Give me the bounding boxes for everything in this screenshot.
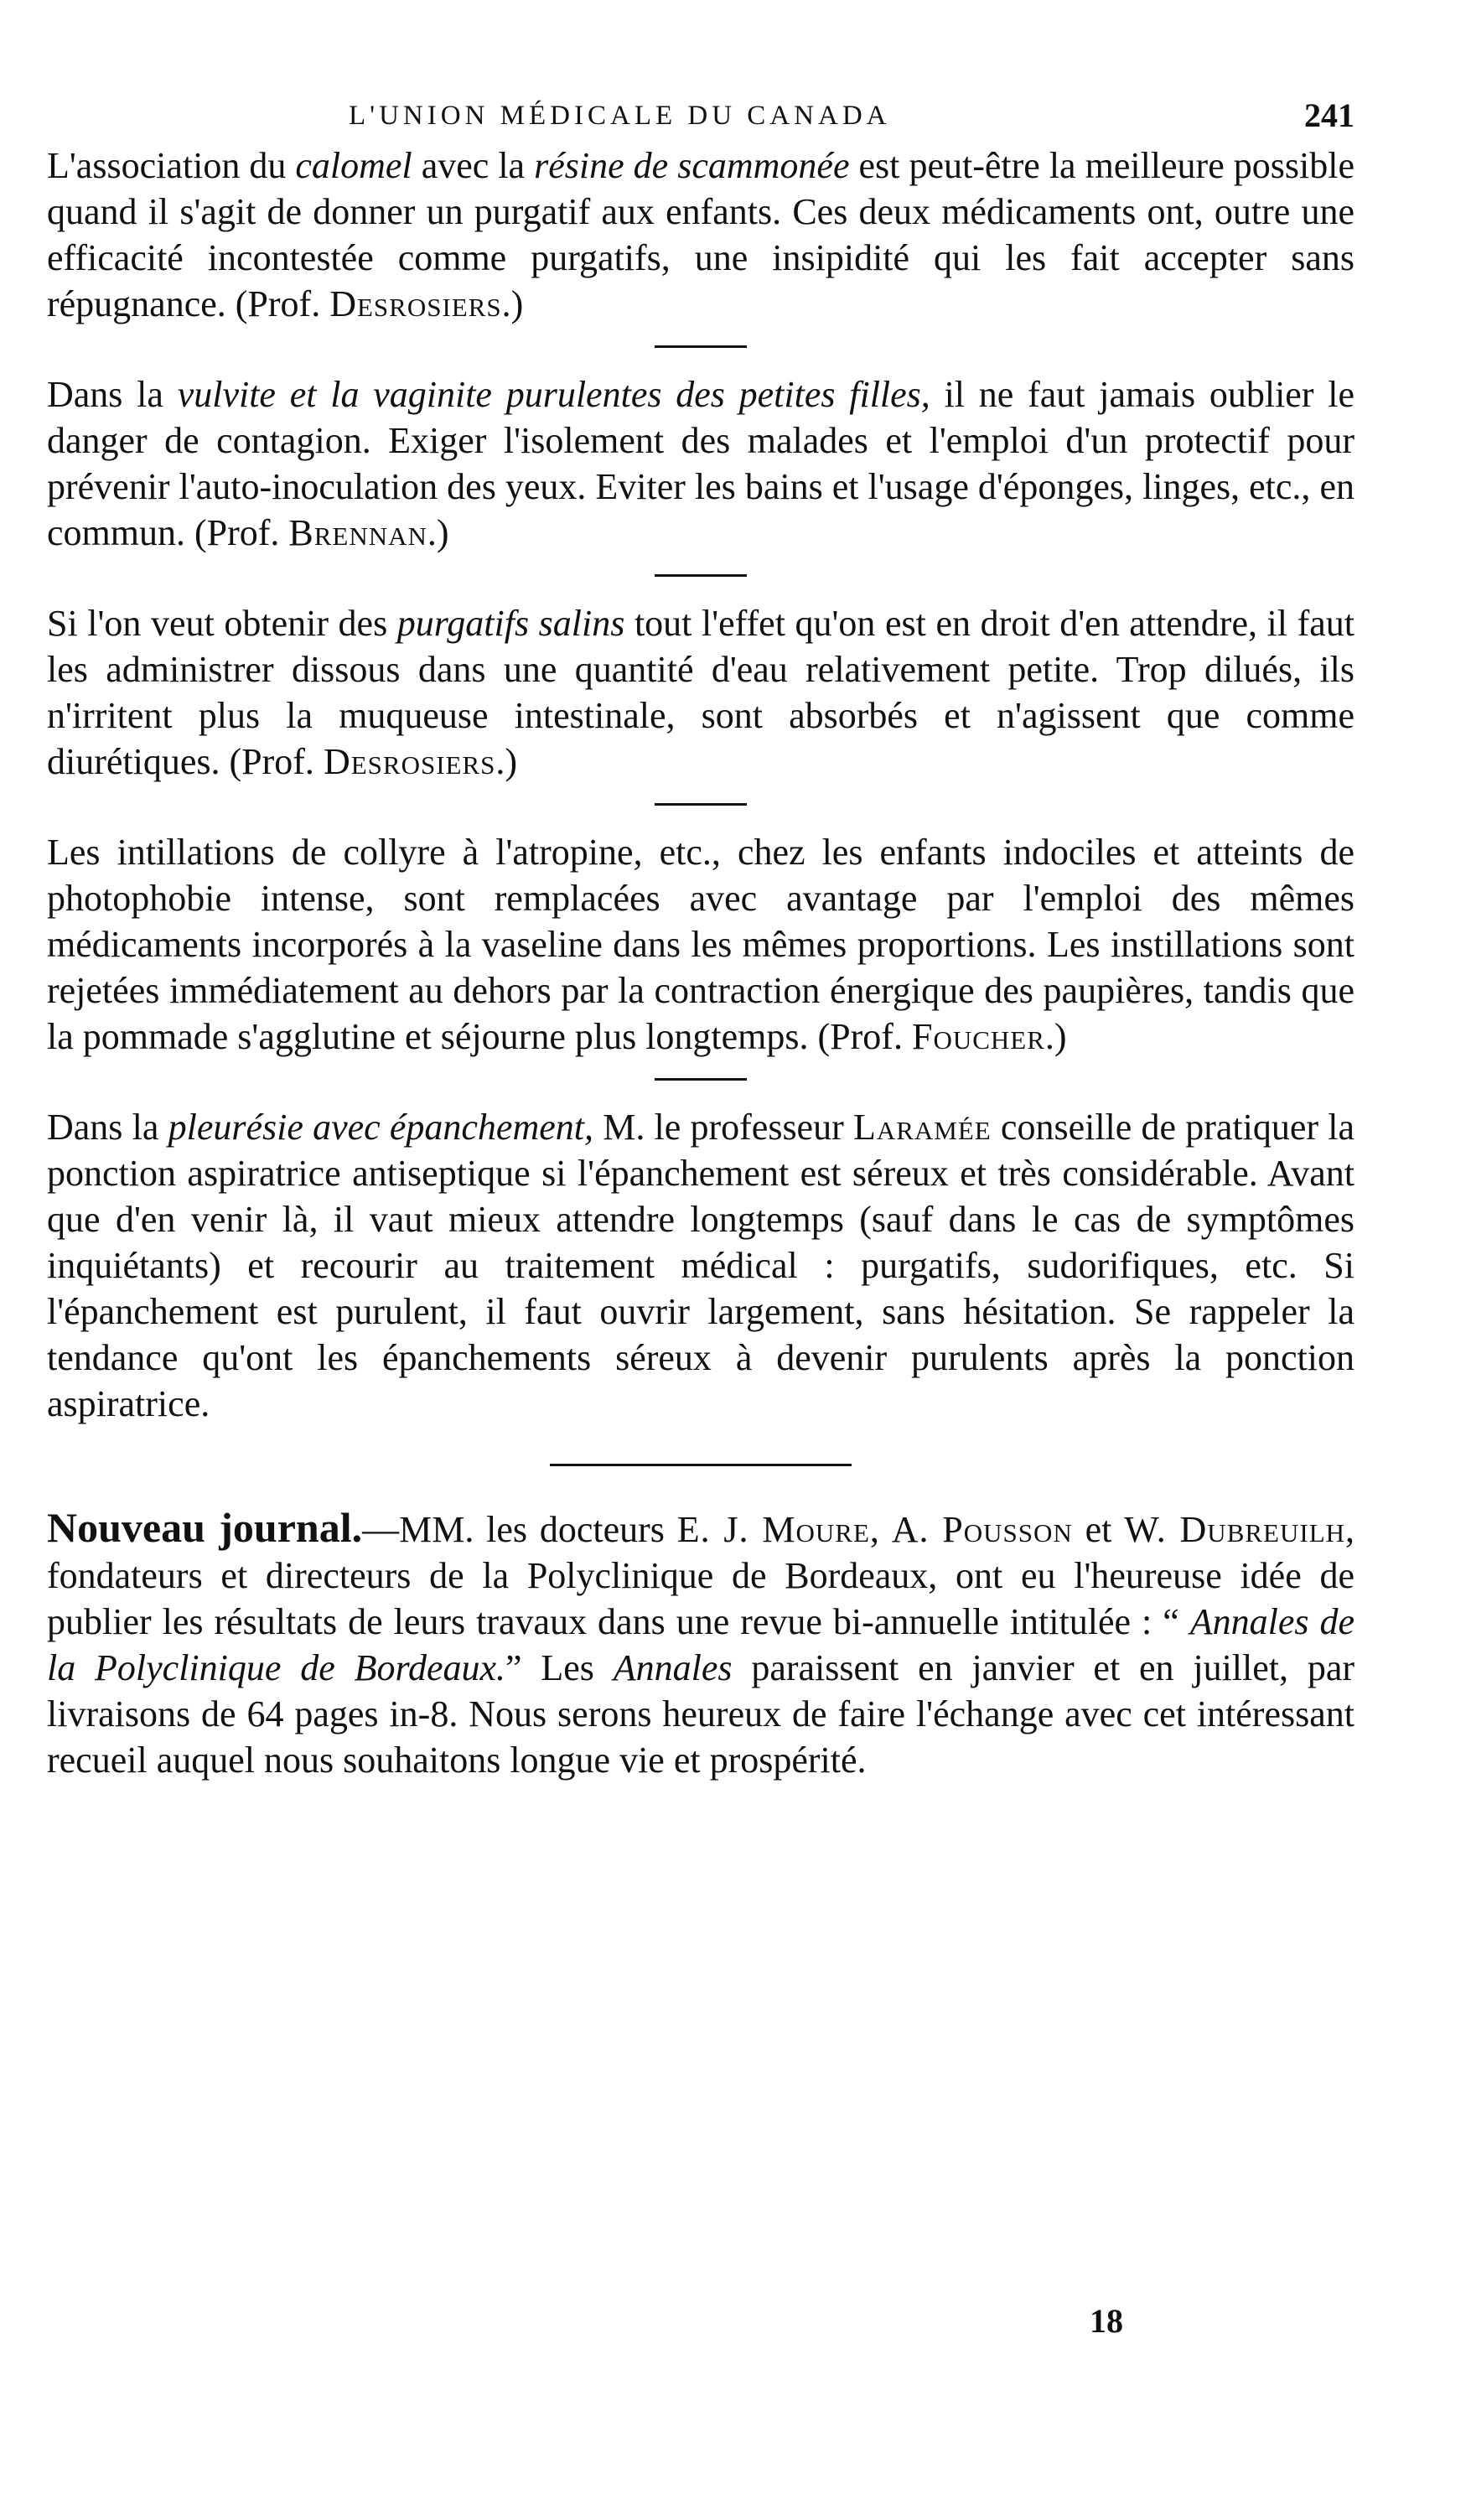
text-run: il ne faut jamais oublier le danger de contagion. Exiger l'isolement des malades et l'emploi d'un protectif pour prévenir l'auto-inoculation des yeux. Eviter les bains et l'usage d'éponges, linges, etc., en commun. (Prof. (47, 374, 1354, 553)
text-run: et (1072, 1509, 1125, 1550)
paragraph-calomel (47, 143, 1354, 327)
text-run: .) (427, 512, 449, 553)
doctor-name: W. Dubreuilh (1124, 1509, 1346, 1550)
journal-title: Annales de la Polyclinique de Bordeaux. (47, 1601, 1354, 1688)
text-run: M. le professeur (593, 1107, 853, 1148)
text-run: conseille de pratiquer la ponction aspiratrice antiseptique si l'épanchement est séreux et très considérable. Avant que d'en venir là, il vaut mieux attendre longtemps (sauf dans le cas de symptômes inquiétants) et recourir au traitement médical : purgatifs, sudorifiques, etc. Si l'épanchement est purulent, il faut ouvrir largement, sans hésitation. Se rappeler la tendance qu'ont les épanchements séreux à devenir purulents après la ponction aspiratrice. (47, 1107, 1355, 1424)
author-name: Desrosiers (329, 283, 502, 324)
italic-term: pleurésie avec épanchement, (168, 1107, 593, 1148)
section-divider (655, 1078, 747, 1081)
doctor-name: E. J. Moure (676, 1509, 870, 1550)
text-run: Dans la (47, 1107, 168, 1148)
author-name: Laramée (852, 1107, 992, 1148)
journal-title-short: Annales (613, 1647, 733, 1688)
text-run: est peut-être la meilleure possible quand il s'agit de donner un purgatif aux enfants. Ces deux médicaments ont, outre une efficacité incontestée comme purgatifs, une insipidité qui les fait accepter sans répugnance. (Prof. (47, 145, 1354, 324)
text-run: .) (495, 741, 518, 782)
author-name: Brennan (288, 512, 427, 553)
doctor-name: A. Pousson (891, 1509, 1073, 1550)
text-run: Si l'on veut obtenir des (47, 603, 397, 644)
paragraph-nouveau-journal (47, 1505, 1354, 1783)
notice-heading: Nouveau journal. (47, 1504, 363, 1551)
author-name: Desrosiers (323, 741, 496, 782)
paragraph-atropine (47, 829, 1354, 1060)
italic-term: calomel (295, 145, 412, 186)
text-run: avec la (412, 145, 535, 186)
running-title: L'UNION MÉDICALE DU CANADA (349, 101, 891, 131)
paragraph-purgatifs (47, 600, 1354, 785)
text-run: , (869, 1509, 892, 1550)
text-run: .) (1044, 1016, 1067, 1057)
text-run: —MM. les docteurs (362, 1509, 677, 1550)
section-divider (655, 574, 747, 577)
text-run: , fondateurs et directeurs de la Polyclinique de Bordeaux, ont eu l'heureuse idée de publier les résultats de leurs travaux dans une revue bi-annuelle intitulée : “ (47, 1509, 1355, 1642)
text-run: ” Les (505, 1647, 614, 1688)
page-number: 241 (1304, 96, 1354, 134)
author-name: Foucher (911, 1016, 1045, 1057)
text-run: .) (501, 283, 524, 324)
section-divider (655, 803, 747, 806)
paragraph-pleuresie (47, 1104, 1354, 1427)
page-header (47, 84, 1354, 143)
text-run: Les intillations de collyre à l'atropine, etc., chez les enfants indociles et atteints de photophobie intense, sont remplacées avec avantage par l'emploi des mêmes médicaments incorporés à la vaseline dans les mêmes proportions. Les instillations sont rejetées immédiatement au dehors par la contraction énergique des paupières, tandis que la pommade s'agglutine et séjourne plus longtemps. (Prof. (47, 832, 1354, 1057)
italic-term: résine de scammonée (534, 145, 850, 186)
section-divider-long (550, 1464, 852, 1466)
text-run: Dans la (47, 374, 178, 415)
italic-term: vulvite et la vaginite purulentes des petites filles, (177, 374, 930, 415)
text-run: L'association du (47, 145, 296, 186)
italic-term: purgatifs salins (396, 603, 625, 644)
text-run: tout l'effet qu'on est en droit d'en attendre, il faut les administrer dissous dans une quantité d'eau relativement petite. Trop dilués, ils n'irritent plus la muqueuse intestinale, sont absorbés et n'agissent que comme diurétiques. (Prof. (47, 603, 1354, 782)
section-divider (655, 345, 747, 348)
paragraph-vulvite (47, 371, 1354, 556)
journal-page (47, 84, 1354, 1783)
signature-mark: 18 (1090, 2302, 1123, 2340)
text-run: paraissent en janvier et en juillet, par livraisons de 64 pages in-8. Nous serons heureux de faire l'échange avec cet intéressant recueil auquel nous souhaitons longue vie et prospérité. (47, 1647, 1355, 1781)
